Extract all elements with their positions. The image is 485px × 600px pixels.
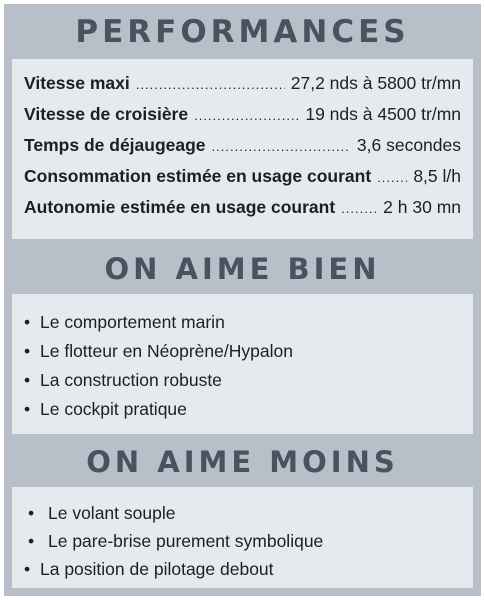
likes-heading: ON AIME BIEN (104, 252, 381, 286)
list-item-text: La position de pilotage debout (40, 559, 274, 579)
stat-value: 27,2 nds à 5800 tr/mn (290, 73, 461, 93)
stat-label: Vitesse de croisière (24, 104, 189, 124)
stat-value: 19 nds à 4500 tr/mn (305, 104, 461, 124)
stat-label: Temps de déjaugeage (24, 135, 206, 155)
leader-dots (136, 71, 285, 99)
bullet-icon: • (24, 370, 31, 390)
stat-value: 3,6 secondes (356, 135, 461, 155)
list-item-text: Le volant souple (48, 503, 176, 523)
bullet-icon: • (24, 341, 31, 361)
performances-panel (12, 59, 473, 239)
bullet-icon: • (24, 399, 31, 419)
leader-dots (212, 133, 351, 161)
list-item (28, 527, 465, 555)
bullet-icon: • (24, 559, 31, 579)
leader-dots (194, 102, 299, 130)
list-item (28, 499, 465, 527)
stat-row-cruise-speed (24, 100, 461, 128)
stat-label: Vitesse maxi (24, 73, 130, 93)
leader-dots (341, 195, 377, 223)
stat-row-top-speed (24, 69, 461, 97)
dislikes-panel (12, 487, 473, 588)
list-item-text: Le pare-brise purement symbolique (48, 531, 324, 551)
stat-row-range (24, 193, 461, 221)
list-item-text: Le cockpit pratique (40, 399, 187, 419)
bullet-icon: • (24, 312, 31, 332)
likes-panel (12, 294, 473, 434)
spec-sheet (4, 4, 481, 596)
stat-row-consumption (24, 162, 461, 190)
stat-label: Autonomie estimée en usage courant (24, 197, 336, 217)
bullet-icon: • (28, 503, 35, 523)
list-item-text: La construction robuste (40, 370, 222, 390)
dislikes-heading: ON AIME MOINS (86, 445, 399, 479)
leader-dots (377, 164, 407, 192)
stat-value: 2 h 30 mn (383, 197, 461, 217)
list-item-text: Le flotteur en Néoprène/Hypalon (40, 341, 293, 361)
stat-row-planing-time (24, 131, 461, 159)
list-item (24, 555, 461, 583)
list-item-text: Le comportement marin (40, 312, 225, 332)
list-item (24, 308, 461, 336)
list-item (24, 337, 461, 365)
stat-value: 8,5 l/h (413, 166, 461, 186)
stat-label: Consommation estimée en usage courant (24, 166, 372, 186)
performances-heading: PERFORMANCES (75, 14, 410, 50)
list-item (24, 366, 461, 394)
list-item (24, 395, 461, 423)
bullet-icon: • (28, 531, 35, 551)
